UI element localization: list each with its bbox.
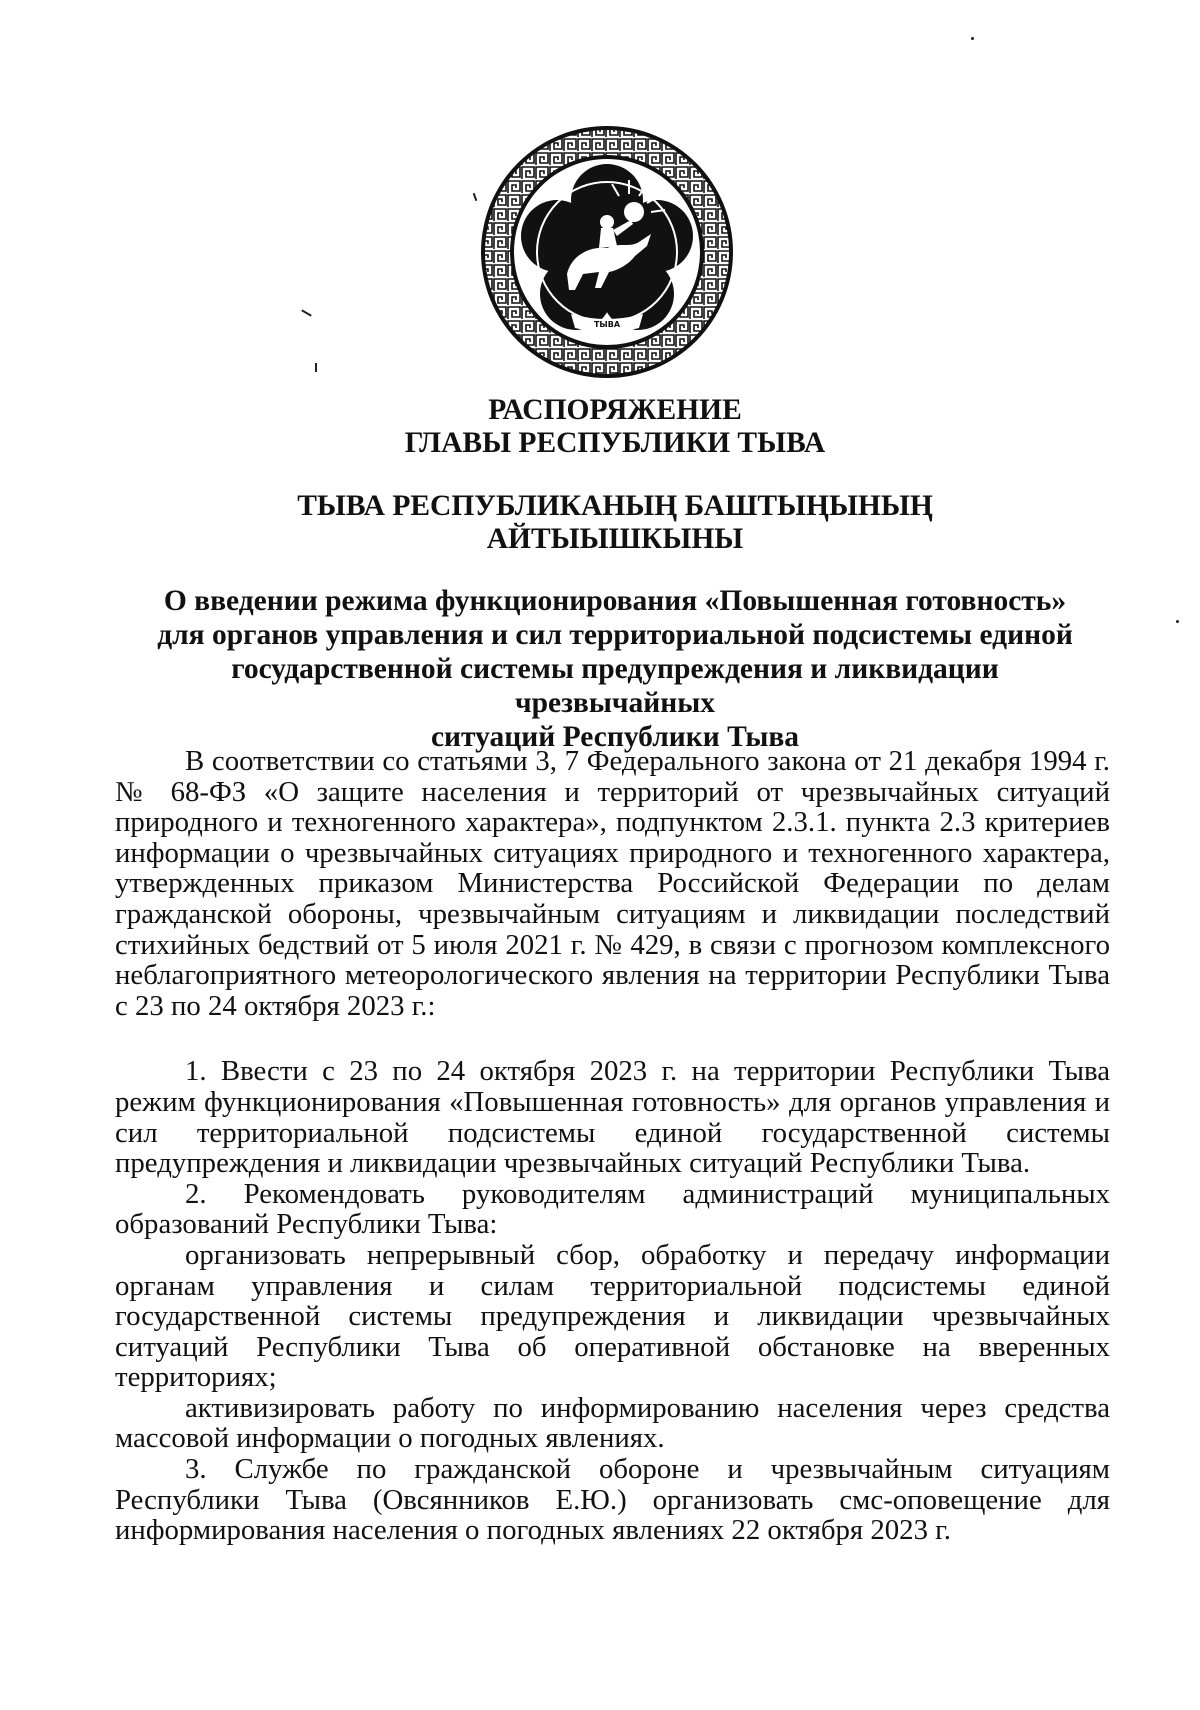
issuer-ru: ГЛАВЫ РЕСПУБЛИКИ ТЫВА — [404, 427, 826, 459]
document-body — [115, 746, 1110, 1546]
document-heading-ru — [0, 394, 1200, 460]
scan-speck — [971, 37, 974, 40]
issuer-tyv: ТЫВА РЕСПУБЛИКАНЫҢ БАШТЫҢЫНЫҢ — [297, 490, 933, 522]
item-3-paragraph: 3. Службе по гражданской обороне и чрезвычайным ситуациям Республики Тыва (Овсянников Е.Ю.) организовать смс-оповещение для информирования населения о погодных явлениях 22 октября 2023 г. — [115, 1453, 1110, 1547]
item-2a-paragraph: организовать непрерывный сбор, обработку и передачу информации органам управления и силам территориальной подсистемы единой государственной системы предупреждения и ликвидации чрезвычайных ситуаций Республики Тыва об оперативной обстановке на вверенных территориях; — [115, 1238, 1110, 1394]
scan-speck — [1176, 620, 1179, 623]
item-2-paragraph: 2. Рекомендовать руководителям администраций муниципальных образований Республики Тыва: — [115, 1177, 1110, 1241]
coat-of-arms-emblem — [479, 124, 735, 380]
scan-speck — [301, 309, 312, 316]
item-2b-paragraph: активизировать работу по информированию населения через средства массовой информации о погодных явлениях. — [115, 1391, 1110, 1455]
doc-type-tyv: АЙТЫЫШКЫНЫ — [486, 523, 744, 555]
item-1-paragraph: 1. Ввести с 23 по 24 октября 2023 г. на территории Республики Тыва режим функционирования «Повышенная готовность» для органов управления и сил территориальной подсистемы единой государственной системы предупреждения и ликвидации чрезвычайных ситуаций Республики Тыва. — [115, 1055, 1110, 1180]
document-title — [140, 584, 1090, 754]
scan-speck — [315, 363, 317, 372]
title-line: ситуаций Республики Тыва — [430, 721, 800, 753]
document-heading-tyv — [0, 490, 1200, 556]
title-line: государственной системы предупреждения и ликвидации чрезвычайных — [231, 653, 999, 719]
svg-text:ТЫВА: ТЫВА — [593, 320, 621, 329]
scan-speck — [473, 193, 478, 201]
title-line: О введении режима функционирования «Повышенная готовность» — [163, 585, 1067, 617]
title-line: для органов управления и сил территориальной подсистемы единой — [157, 619, 1073, 651]
coat-of-arms-icon — [479, 124, 735, 380]
preamble-paragraph: В соответствии со статьями 3, 7 Федерального закона от 21 декабря 1994 г. № 68-ФЗ «О защите населения и территорий от чрезвычайных ситуаций природного и техногенного характера», подпунктом 2.3.1. пункта 2.3 критериев информации о чрезвычайных ситуациях природного и техногенного характера, утвержденных приказом Министерства Российской Федерации по делам гражданской обороны, чрезвычайным ситуациям и ликвидации последствий стихийных бедствий от 5 июля 2021 г. № 429, в связи с прогнозом комплексного неблагоприятного метеорологического явления на территории Республики Тыва с 23 по 24 октября 2023 г.: — [115, 745, 1110, 1022]
doc-type-ru: РАСПОРЯЖЕНИЕ — [488, 394, 742, 426]
